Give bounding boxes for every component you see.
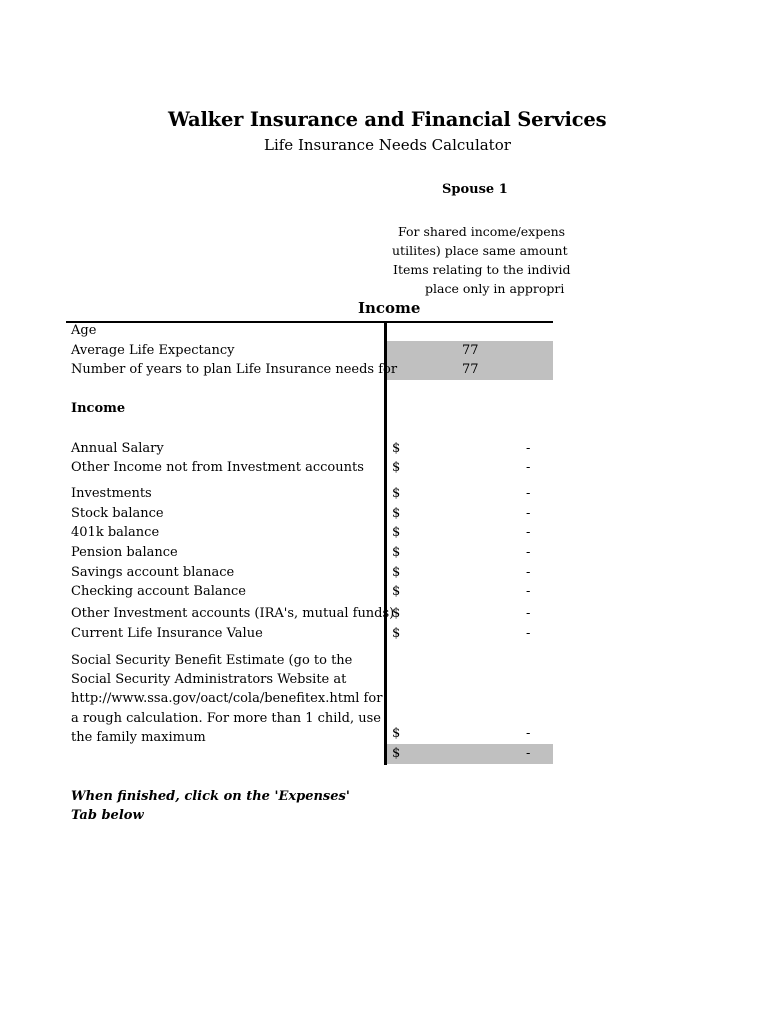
calculator-subtitle: Life Insurance Needs Calculator bbox=[264, 136, 511, 154]
checking-account-currency: $ bbox=[392, 584, 401, 599]
social-security-value[interactable]: - bbox=[526, 726, 531, 741]
other-investments-currency: $ bbox=[392, 606, 401, 621]
pension-balance-currency: $ bbox=[392, 545, 401, 560]
stock-balance-currency: $ bbox=[392, 506, 401, 521]
other-income-currency: $ bbox=[392, 460, 401, 475]
other-investments-label: Other Investment accounts (IRA's, mutual funds) bbox=[71, 606, 395, 621]
note-line-1: For shared income/expens bbox=[398, 224, 566, 239]
other-income-value[interactable]: - bbox=[526, 460, 531, 475]
401k-balance-label: 401k balance bbox=[71, 525, 160, 540]
age-label: Age bbox=[71, 323, 97, 338]
annual-salary-value[interactable]: - bbox=[526, 441, 531, 456]
other-investments-value[interactable]: - bbox=[526, 606, 531, 621]
checking-account-value[interactable]: - bbox=[526, 584, 531, 599]
stock-balance-label: Stock balance bbox=[71, 506, 164, 521]
401k-balance-value[interactable]: - bbox=[526, 525, 531, 540]
investments-value[interactable]: - bbox=[526, 486, 531, 501]
savings-account-currency: $ bbox=[392, 565, 401, 580]
life-insurance-value-label: Current Life Insurance Value bbox=[71, 626, 263, 641]
years-to-plan-label: Number of years to plan Life Insurance needs for bbox=[71, 362, 398, 377]
life-expectancy-value[interactable]: 77 bbox=[462, 343, 479, 358]
annual-salary-label: Annual Salary bbox=[71, 441, 164, 456]
checking-account-label: Checking account Balance bbox=[71, 584, 246, 599]
investments-currency: $ bbox=[392, 486, 401, 501]
spouse-column-heading: Spouse 1 bbox=[442, 182, 508, 197]
life-insurance-value-currency: $ bbox=[392, 626, 401, 641]
401k-balance-currency: $ bbox=[392, 525, 401, 540]
years-to-plan-value[interactable]: 77 bbox=[462, 362, 479, 377]
annual-salary-currency: $ bbox=[392, 441, 401, 456]
investments-label: Investments bbox=[71, 486, 152, 501]
life-insurance-value-value[interactable]: - bbox=[526, 626, 531, 641]
finish-instruction: When finished, click on the 'Expenses' Tab below bbox=[71, 789, 350, 823]
social-security-label: Social Security Benefit Estimate (go to the Social Security Administrators Website at http://www.ssa.gov/oact/cola/benefitex.html for a rough calculation. For more than 1 child, use the family maximum bbox=[71, 653, 383, 745]
note-line-4: place only in appropri bbox=[425, 281, 565, 296]
social-security-currency: $ bbox=[392, 726, 401, 741]
savings-account-value[interactable]: - bbox=[526, 565, 531, 580]
stock-balance-value[interactable]: - bbox=[526, 506, 531, 521]
header-rule bbox=[66, 321, 553, 323]
total-currency: $ bbox=[392, 746, 401, 761]
income-subheading: Income bbox=[71, 401, 126, 416]
note-line-3: Items relating to the individ bbox=[393, 262, 571, 277]
savings-account-label: Savings account blanace bbox=[71, 565, 235, 580]
note-line-2: utilites) place same amount bbox=[392, 243, 568, 258]
pension-balance-label: Pension balance bbox=[71, 545, 178, 560]
company-title: Walker Insurance and Financial Services bbox=[168, 108, 607, 131]
life-expectancy-label: Average Life Expectancy bbox=[71, 343, 235, 358]
pension-balance-value[interactable]: - bbox=[526, 545, 531, 560]
column-divider bbox=[384, 321, 387, 765]
total-value: - bbox=[526, 746, 531, 761]
other-income-label: Other Income not from Investment accounts bbox=[71, 460, 364, 475]
income-section-heading: Income bbox=[358, 299, 421, 317]
